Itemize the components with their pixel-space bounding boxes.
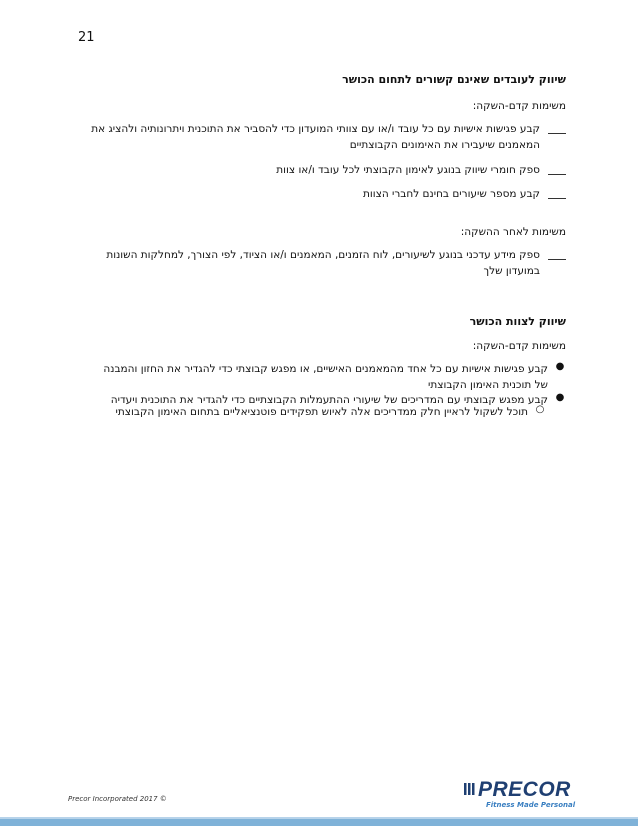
task-text-line: ספק מידע עדכני בנוגע לשיעורים, לוח הזמנים, המאמנים ו/או הציוד, לפי הצורך, למחלקות השונות (106, 249, 540, 261)
logo-tagline: Fitness Made Personal (486, 801, 576, 809)
task-text-line: ספק חומרי שיווק בנוגע לאימון הקבוצתי לכל עובד ו/או צוות (276, 164, 540, 176)
bullet-item (72, 361, 566, 393)
task-text-line: קבע פגישות אישיות עם כל עובד ו/או עם צוותי המועדון כדי להסביר את התוכנית ויתרונותיה ולהציג את (91, 123, 540, 135)
task-item (72, 121, 566, 153)
checkbox-blank (548, 162, 566, 175)
logo-mark-icon (464, 782, 476, 796)
logo-wordmark: PRECOR (478, 778, 571, 801)
copyright-text: Precor Incorporated 2017 © (68, 795, 167, 803)
bullet-dot-icon: ● (555, 361, 565, 372)
task-item (72, 186, 566, 202)
section1-pre-launch-label: משימות קדם-השקה: (472, 100, 566, 112)
checkbox-blank (548, 186, 566, 199)
precor-logo (464, 778, 574, 812)
footer-band (0, 819, 638, 826)
sub-bullet-item (72, 404, 546, 420)
section1-post-launch-label: משימות לאחר ההשקה: (460, 226, 566, 238)
task-text-line: קבע מספר שיעורים בחינם לחברי הצוות (362, 188, 540, 200)
task-item (72, 162, 566, 178)
task-item (72, 247, 566, 279)
section2-pre-launch-label: משימות קדם-השקה: (472, 340, 566, 352)
circle-bullet-icon: ○ (535, 404, 545, 415)
bullet-text-line: קבע מפגש קבוצתי עם המדריכים של שיעורי ההתעמלות הקבוצתיים כדי להגדיר את התוכנית ויעדיה (110, 394, 548, 406)
bullet-dot-icon: ● (555, 392, 565, 403)
checkbox-blank (548, 121, 566, 134)
section1-title: שיווק לעובדים שאינם קשורים לתחום הכושר (342, 73, 566, 86)
checkbox-blank (548, 247, 566, 260)
task-text-line: המאמנים שיעבירו את האימונים הקבוצתיים (349, 139, 540, 151)
bullet-text-line: של תוכנית האימון הקבוצתי (428, 379, 548, 391)
task-text-line: במועדון שלך (483, 265, 540, 277)
bullet-text-line: קבע פגישות אישיות עם כל אחד מהמאמנים האישיים, או מפגש קבוצתי כדי להגדיר את החזון והמבנה (103, 363, 548, 375)
section2-title: שיווק לצוות הכושר (469, 315, 566, 328)
page-number: 21 (78, 30, 95, 45)
sub-bullet-text: תוכל לשקול לראיין חלק ממדריכים אלה לאיוש תפקידים פוטנציאליים בתחום האימון הקבוצתי (115, 406, 528, 418)
